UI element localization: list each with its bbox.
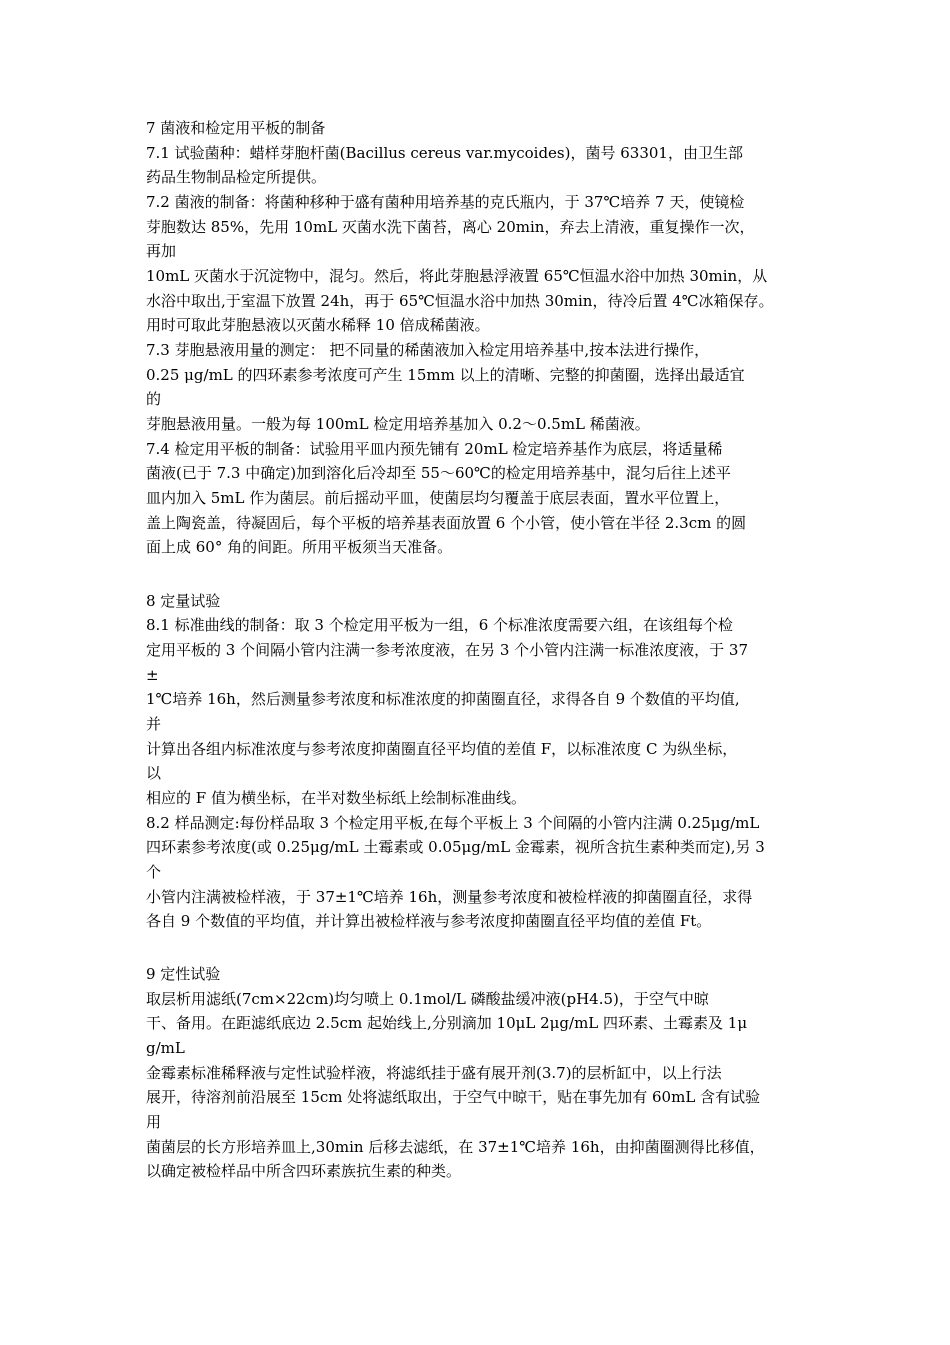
text-line: 金霉素标准稀释液与定性试验样液，将滤纸挂于盛有展开剂(3.7)的层析缸中，以上行法 (146, 1064, 722, 1082)
text-line: 小管内注满被检样液，于 37±1℃培养 16h，测量参考浓度和被检样液的抑菌圈直径，求得 (146, 888, 753, 906)
text-line: 7.1 试验菌种：蜡样芽胞杆菌(Bacillus cereus var.mycoides)，菌号 63301，由卫生部 (146, 144, 743, 162)
text-line: 计算出各组内标准浓度与参考浓度抑菌圈直径平均值的差值 F，以标准浓度 C 为纵坐标， (146, 740, 738, 758)
text-line: 各自 9 个数值的平均值，并计算出被检样液与参考浓度抑菌圈直径平均值的差值 Ft。 (146, 912, 712, 930)
section-7-heading: 7 菌液和检定用平板的制备 (146, 119, 326, 137)
text-line: 的 (146, 390, 162, 408)
text-line: 菌菌层的长方形培养皿上,30min 后移去滤纸，在 37±1℃培养 16h，由抑菌圈测得比移值， (146, 1138, 765, 1156)
text-line: 水浴中取出,于室温下放置 24h，再于 65℃恒温水浴中加热 30min，待冷后置 4℃冰箱保存。 (146, 292, 774, 310)
text-line: 再加 (146, 242, 177, 260)
text-line: 芽胞数达 85%，先用 10mL 灭菌水洗下菌苔，离心 20min，弃去上清液，重复操作一次， (146, 218, 755, 236)
text-line: 芽胞悬液用量。一般为每 100mL 检定用培养基加入 0.2～0.5mL 稀菌液。 (146, 415, 650, 433)
text-line: 面上成 60° 角的间距。所用平板须当天准备。 (146, 538, 453, 556)
text-line: ± (146, 666, 159, 684)
text-line: 以 (146, 764, 162, 782)
section-9-heading: 9 定性试验 (146, 965, 221, 983)
text-line: 0.25 μg/mL 的四环素参考浓度可产生 15mm 以上的清晰、完整的抑菌圈，选择出最适宜 (146, 366, 745, 384)
text-line: 8.1 标准曲线的制备：取 3 个检定用平板为一组，6 个标准浓度需要六组，在该组每个检 (146, 616, 734, 634)
text-line: 干、备用。在距滤纸底边 2.5cm 起始线上,分别滴加 10μL 2μg/mL 四环素、土霉素及 1μ (146, 1014, 748, 1032)
text-line: 并 (146, 715, 162, 733)
text-line: 8.2 样品测定:每份样品取 3 个检定用平板,在每个平板上 3 个间隔的小管内注满 0.25μg/mL (146, 814, 760, 832)
text-line: 个 (146, 863, 162, 881)
text-line: 取层析用滤纸(7cm×22cm)均匀喷上 0.1mol/L 磷酸盐缓冲液(pH4.5)，于空气中晾 (146, 990, 709, 1008)
text-line: 展开，待溶剂前沿展至 15cm 处将滤纸取出，于空气中晾干，贴在事先加有 60mL 含有试验 (146, 1088, 761, 1106)
text-line: 7.3 芽胞悬液用量的测定： 把不同量的稀菌液加入检定用培养基中,按本法进行操作， (146, 341, 710, 359)
text-line: 相应的 F 值为横坐标，在半对数坐标纸上绘制标准曲线。 (146, 789, 526, 807)
text-line: 药品生物制品检定所提供。 (146, 168, 327, 186)
text-line: 盖上陶瓷盖，待凝固后，每个平板的培养基表面放置 6 个小管，使小管在半径 2.3cm 的圆 (146, 514, 747, 532)
text-line: 皿内加入 5mL 作为菌层。前后摇动平皿，使菌层均匀覆盖于底层表面，置水平位置上， (146, 489, 730, 507)
text-line: 菌液(已于 7.3 中确定)加到溶化后冷却至 55～60℃的检定用培养基中，混匀后往上述平 (146, 464, 731, 482)
text-line: 用时可取此芽胞悬液以灭菌水稀释 10 倍成稀菌液。 (146, 316, 490, 334)
text-line: g/mL (146, 1039, 185, 1057)
text-line: 定用平板的 3 个间隔小管内注满一参考浓度液，在另 3 个小管内注满一标准浓度液，于 37 (146, 641, 749, 659)
section-8-heading: 8 定量试验 (146, 592, 221, 610)
text-line: 以确定被检样品中所含四环素族抗生素的种类。 (146, 1162, 462, 1180)
text-line: 7.2 菌液的制备：将菌种移种于盛有菌种用培养基的克氏瓶内，于 37℃培养 7 天，使镜检 (146, 193, 745, 211)
text-line: 7.4 检定用平板的制备：试验用平皿内预先铺有 20mL 检定培养基作为底层，将适量稀 (146, 440, 723, 458)
text-line: 10mL 灭菌水于沉淀物中，混匀。然后，将此芽胞悬浮液置 65℃恒温水浴中加热 30min，从 (146, 267, 768, 285)
text-line: 用 (146, 1113, 162, 1131)
text-line: 四环素参考浓度(或 0.25μg/mL 土霉素或 0.05μg/mL 金霉素，视所含抗生素种类而定),另 3 (146, 838, 765, 856)
text-line: 1℃培养 16h，然后测量参考浓度和标准浓度的抑菌圈直径，求得各自 9 个数值的平均值, (146, 690, 740, 708)
